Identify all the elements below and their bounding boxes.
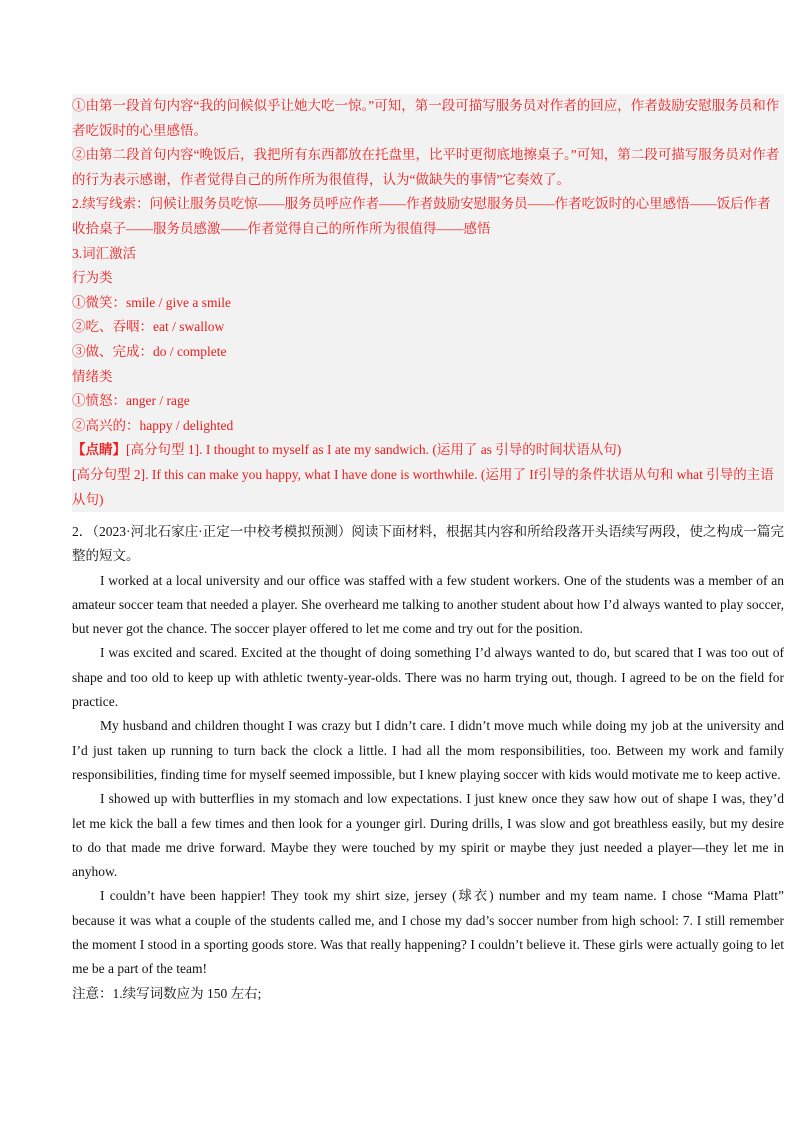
analysis-point-2: ②由第二段首句内容“晚饭后，我把所有东西都放在托盘里，比平时更彻底地擦桌子。”可知，第二段可描写服务员对作者的行为表示感谢，作者觉得自己的所作所为很值得，认为“做缺失的事情”它奏效了。 — [72, 147, 780, 187]
analysis-point-1: ①由第一段首句内容“我的问候似乎让她大吃一惊。”可知，第一段可描写服务员对作者的回应，作者鼓励安慰服务员和作者吃饭时的心里感悟。 — [72, 98, 780, 138]
story-paragraph: I was excited and scared. Excited at the thought of doing something I’d always wanted to do, but scared that I was too out of shape and too old to keep up with athletic twenty-year-olds. There was no harm trying out, though. I agreed to be on the field for practice. — [72, 645, 784, 710]
action-item: ③做、完成：do / complete — [72, 343, 227, 359]
continuation-clue: 2.续写线索：问候让服务员吃惊——服务员呼应作者——作者鼓励安慰服务员——作者吃饭时的心里感悟——饭后作者收拾桌子——服务员感激——作者觉得自己的所作所为很值得——感悟 — [72, 196, 771, 236]
emotion-category-title: 情绪类 — [72, 368, 113, 384]
emotion-item: ②高兴的：happy / delighted — [72, 417, 234, 433]
question-header: 2．（2023·河北石家庄·正定一中校考模拟预测）阅读下面材料，根据其内容和所给段落开头语续写两段，使之构成一篇完整的短文。 — [72, 524, 784, 564]
action-item: ②吃、吞咽：eat / swallow — [72, 319, 225, 335]
action-category-title: 行为类 — [72, 270, 113, 286]
writing-note: 注意：1.续写词数应为 150 左右; — [72, 985, 262, 1001]
emotion-item: ①愤怒：anger / rage — [72, 393, 190, 409]
question-section — [72, 520, 784, 1006]
tip-label: 【点睛】 — [72, 442, 126, 458]
tip-sentence-1: [高分句型 1]. I thought to myself as I ate my sandwich. (运用了 as 引导的时间状语从句) — [126, 442, 622, 458]
tip-sentence-2: [高分句型 2]. If this can make you happy, what I have done is worthwhile. (运用了 If引导的条件状语从句和 what 引导的主语从句) — [72, 466, 774, 507]
story-paragraph: My husband and children thought I was crazy but I didn’t care. I didn’t move much while doing my job at the university and I’d just taken up running to turn back the clock a little. I had all the mom responsibilities, too. Between my work and family responsibilities, finding time for myself seemed impossible, but I knew playing soccer with kids would motivate me to keep active. — [72, 718, 784, 782]
story-paragraph: I worked at a local university and our office was staffed with a few student workers. One of the students was a member of an amateur soccer team that needed a player. She overheard me talking to another student about how I’d always wanted to play soccer, but never got the chance. The soccer player offered to let me come and try out for the position. — [72, 572, 784, 637]
story-paragraph: I couldn’t have been happier! They took my shirt size, jersey (球衣) number and my team name. I chose “Mama Platt” because it was what a couple of the students called me, and I chose my dad’s soccer number from high school: 7. I still remember the moment I stood in a sporting goods store. Was that really happening? I couldn’t believe it. These girls were actually going to let me be a part of the team! — [72, 888, 784, 977]
action-item: ①微笑：smile / give a smile — [72, 294, 231, 310]
vocab-title: 3.词汇激活 — [72, 245, 137, 261]
story-paragraph: I showed up with butterflies in my stomach and low expectations. I just knew once they saw how out of shape I was, they’d let me kick the ball a few times and then look for a younger girl. During drills, I was slow and got breathless easily, but my desire to do that made me drive forward. Maybe they were touched by my spirit or maybe they just needed a player—they let me in anyhow. — [72, 791, 784, 880]
tip-line — [72, 438, 784, 463]
analysis-section — [72, 94, 784, 512]
